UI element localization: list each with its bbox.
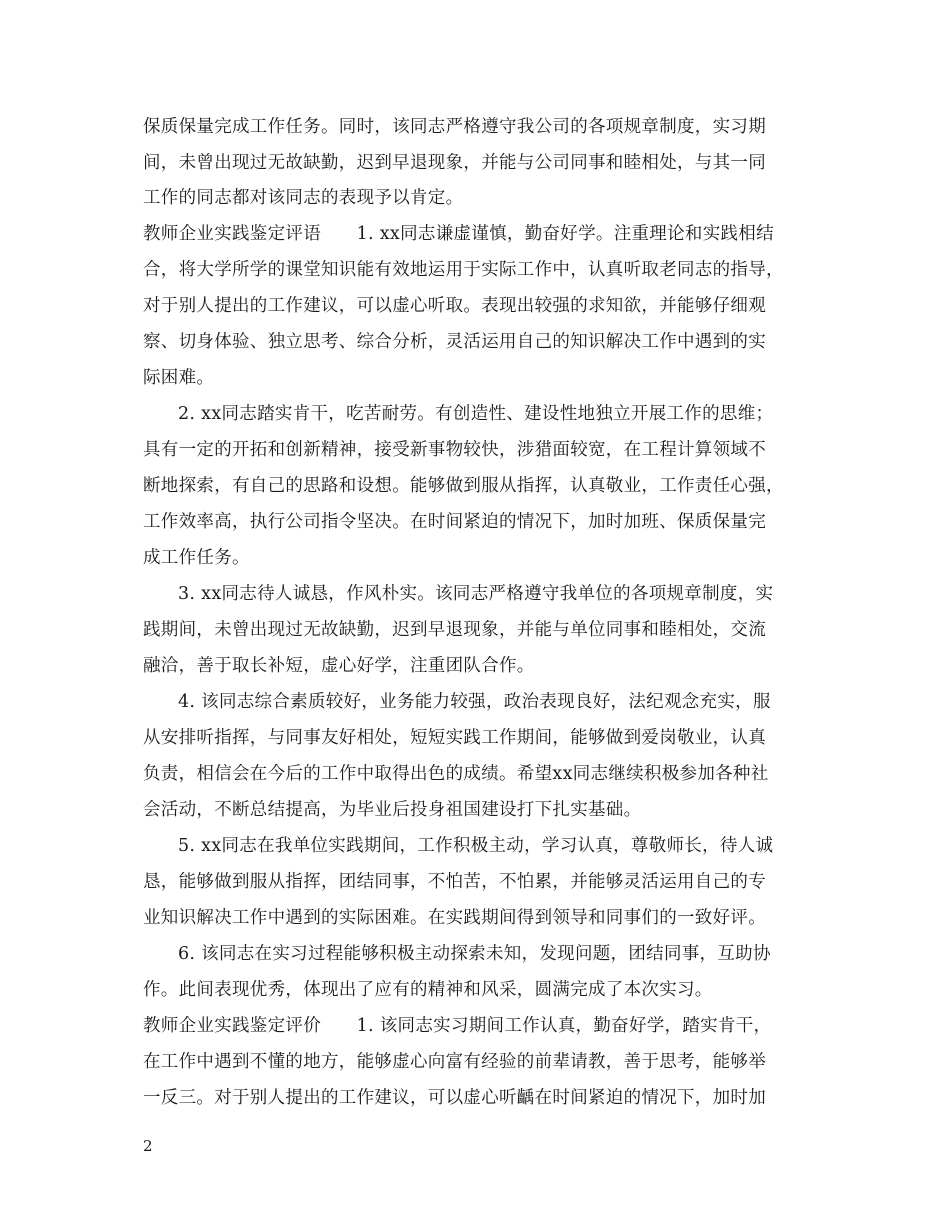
text-line: 恳，能够做到服从指挥，团结同事，不怕苦，不怕累，并能够灵活运用自己的专 xyxy=(143,872,766,892)
text-line: 保质保量完成工作任务。同时，该同志严格遵守我公司的各项规章制度，实习期 xyxy=(143,117,766,137)
text-line: 际困难。 xyxy=(143,368,215,388)
text-line: 间，未曾出现过无故缺勤，迟到早退现象，并能与公司同事和睦相处，与其一同 xyxy=(143,153,766,173)
text-line: 会活动，不断总结提高，为毕业后投身祖国建设打下扎实基础。 xyxy=(143,800,642,820)
text-line: 对于别人提出的工作建议，可以虚心听取。表现出较强的求知欲，并能够仔细观 xyxy=(143,296,766,316)
text-line: 教师企业实践鉴定评价 1. 该同志实习期间工作认真，勤奋好学，踏实肯干， xyxy=(143,1016,772,1036)
text-line: 作。此间表现优秀，体现出了应有的精神和风采，圆满完成了本次实习。 xyxy=(143,980,713,1000)
text-line: 5. xx同志在我单位实践期间，工作积极主动，学习认真，尊敬师长，待人诚 xyxy=(178,836,774,856)
text-line: 具有一定的开拓和创新精神，接受新事物较快，涉猎面较宽，在工程计算领域不 xyxy=(143,440,766,460)
text-line: 断地探索，有自己的思路和设想。能够做到服从指挥，认真敬业，工作责任心强， xyxy=(143,476,784,496)
text-line: 成工作任务。 xyxy=(143,548,250,568)
text-line: 察、切身体验、独立思考、综合分析，灵活运用自己的知识解决工作中遇到的实 xyxy=(143,332,766,352)
text-line: 6. 该同志在实习过程能够积极主动探索未知，发现问题，团结同事，互助协 xyxy=(178,944,771,964)
text-line: 践期间，未曾出现过无故缺勤，迟到早退现象，并能与单位同事和睦相处，交流 xyxy=(143,620,766,640)
text-line: 4. 该同志综合素质较好，业务能力较强，政治表现良好，法纪观念充实，服 xyxy=(178,692,771,712)
text-line: 业知识解决工作中遇到的实际困难。在实践期间得到领导和同事们的一致好评。 xyxy=(143,908,766,928)
text-line: 合，将大学所学的课堂知识能有效地运用于实际工作中，认真听取老同志的指导， xyxy=(143,260,784,280)
text-line: 融洽，善于取长补短，虚心好学，注重团队合作。 xyxy=(143,656,535,676)
text-line: 负责，相信会在今后的工作中取得出色的成绩。希望xx同志继续积极参加各种社 xyxy=(143,764,769,784)
text-line: 工作效率高，执行公司指令坚决。在时间紧迫的情况下，加时加班、保质保量完 xyxy=(143,512,766,532)
text-line: 3. xx同志待人诚恳，作风朴实。该同志严格遵守我单位的各项规章制度，实 xyxy=(178,584,774,604)
text-line: 从安排听指挥，与同事友好相处，短短实践工作期间，能够做到爱岗敬业，认真 xyxy=(143,728,766,748)
text-line: 2. xx同志踏实肯干，吃苦耐劳。有创造性、建设性地独立开展工作的思维； xyxy=(178,404,774,424)
page-number: 2 xyxy=(143,1137,153,1155)
text-line: 教师企业实践鉴定评语 1. xx同志谦虚谨慎，勤奋好学。注重理论和实践相结 xyxy=(143,224,774,244)
text-line: 一反三。对于别人提出的工作建议，可以虚心听齲在时间紧迫的情况下，加时加 xyxy=(143,1088,766,1108)
text-line: 在工作中遇到不懂的地方，能够虚心向富有经验的前辈请教，善于思考，能够举 xyxy=(143,1052,766,1072)
text-line: 工作的同志都对该同志的表现予以肯定。 xyxy=(143,188,464,208)
